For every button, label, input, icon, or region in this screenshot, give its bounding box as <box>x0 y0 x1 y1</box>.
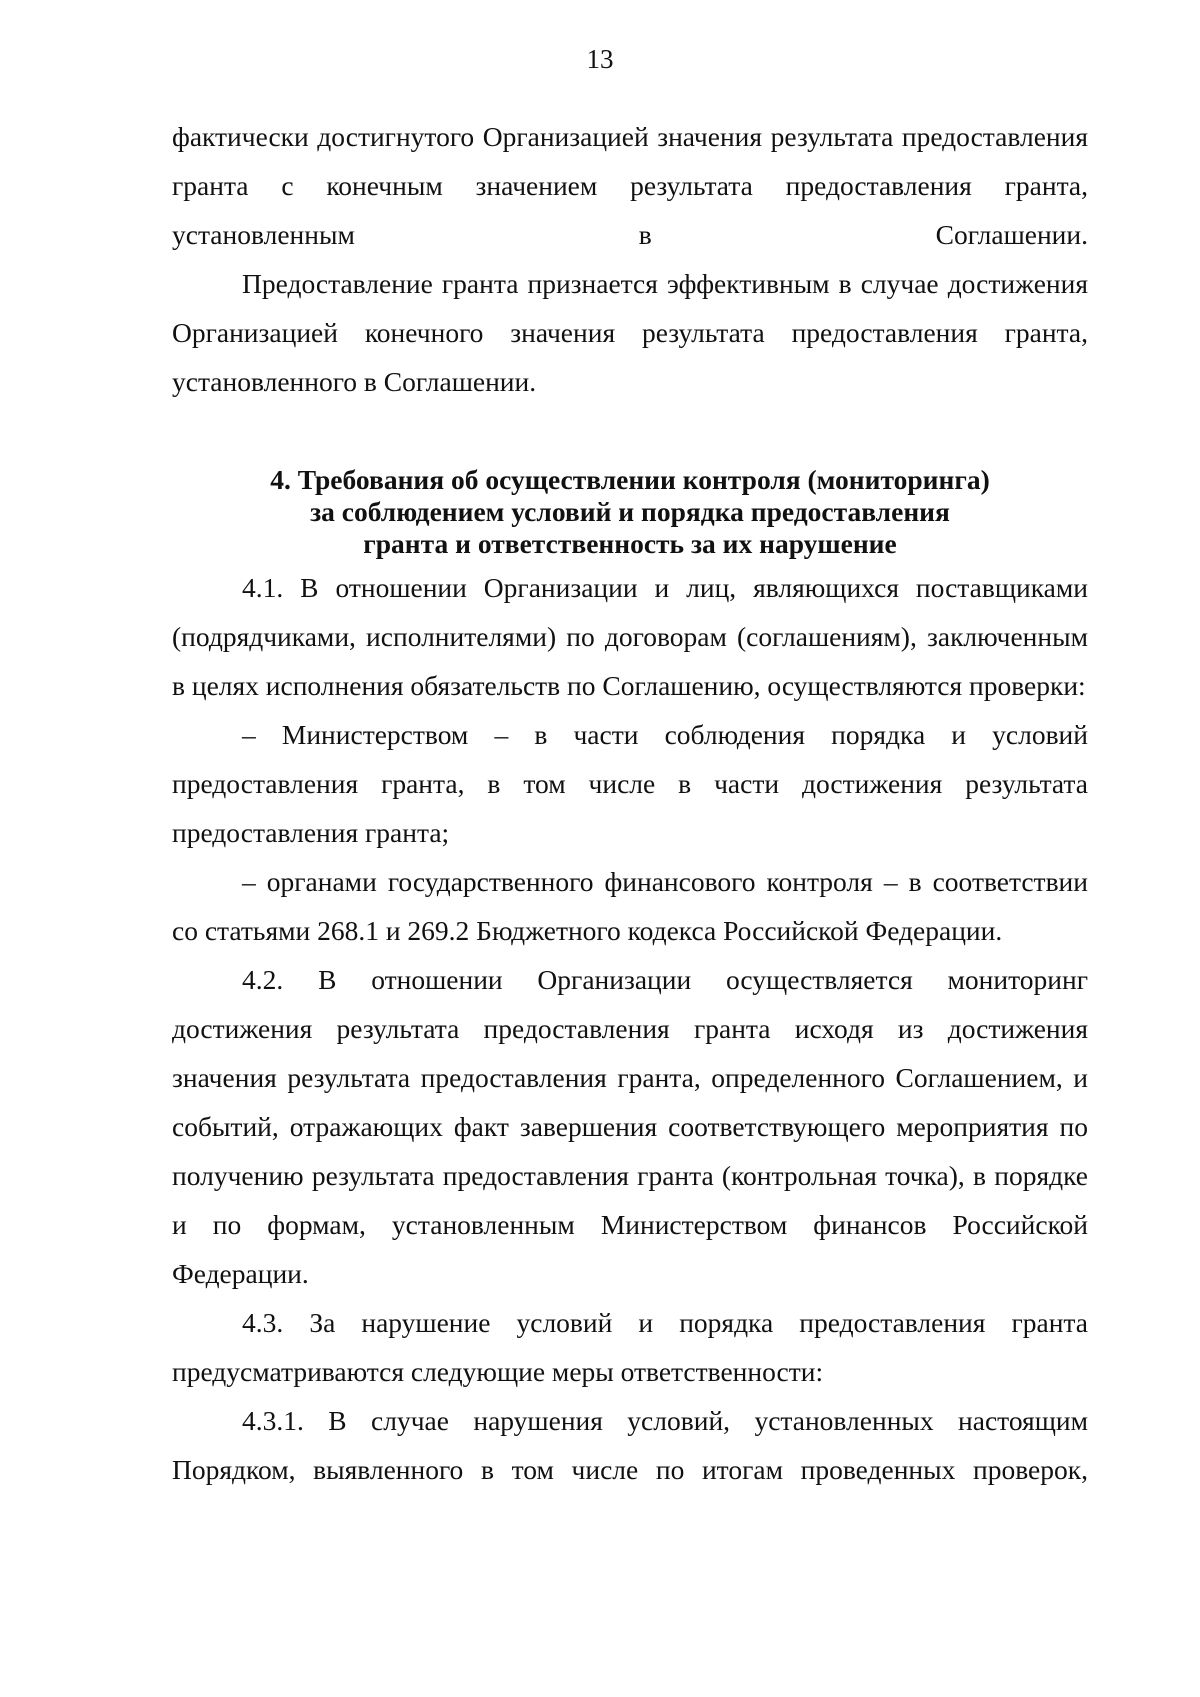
paragraph-4-1: 4.1. В отношении Организации и лиц, являющихся поставщиками (подрядчиками, исполнителями) по договорам (соглашениям), заключенным в целях исполнения обязательств по Соглашению, осуществляются проверки: <box>172 572 1088 701</box>
page-number: 13 <box>586 44 614 74</box>
paragraph-financial-control: – органами государственного финансового контроля – в соответствии со статьями 268.1 и 269.2 Бюджетного кодекса Российской Федерации. <box>172 866 1088 946</box>
section-heading-line-2: за соблюдением условий и порядка предоставления <box>310 496 950 527</box>
paragraph-ministry-checks: – Министерством – в части соблюдения порядка и условий предоставления гранта, в том числе в части достижения результата предоставления гранта; <box>172 719 1088 848</box>
section-heading <box>172 464 1088 560</box>
paragraph-efficiency: Предоставление гранта признается эффективным в случае достижения Организацией конечного значения результата предоставления гранта, установленного в Соглашении. <box>172 268 1088 397</box>
paragraph-text: фактически достигнутого Организацией значения результата предоставления гранта с конечным значением результата предоставления гранта, установленным в Соглашении. <box>172 121 1088 250</box>
paragraph-continuation-line <box>172 112 1088 259</box>
paragraph-4-3: 4.3. За нарушение условий и порядка предоставления гранта предусматриваются следующие меры ответственности: <box>172 1307 1088 1387</box>
paragraph-4-2: 4.2. В отношении Организации осуществляется мониторинг достижения результата предоставления гранта исходя из достижения значения результата предоставления гранта, определенного Соглашением, и событий, отражающих факт завершения соответствующего мероприятия по получению результата предоставления гранта (контрольная точка), в порядке и по формам, установленным Министерством финансов Российской Федерации. <box>172 964 1088 1289</box>
section-heading-line-1: 4. Требования об осуществлении контроля (мониторинга) <box>270 464 990 495</box>
document-body <box>172 112 1088 1494</box>
section-heading-line-3: гранта и ответственность за их нарушение <box>363 528 897 559</box>
paragraph-4-3-1: 4.3.1. В случае нарушения условий, установленных настоящим Порядком, выявленного в том числе по итогам проведенных проверок, <box>172 1405 1088 1485</box>
